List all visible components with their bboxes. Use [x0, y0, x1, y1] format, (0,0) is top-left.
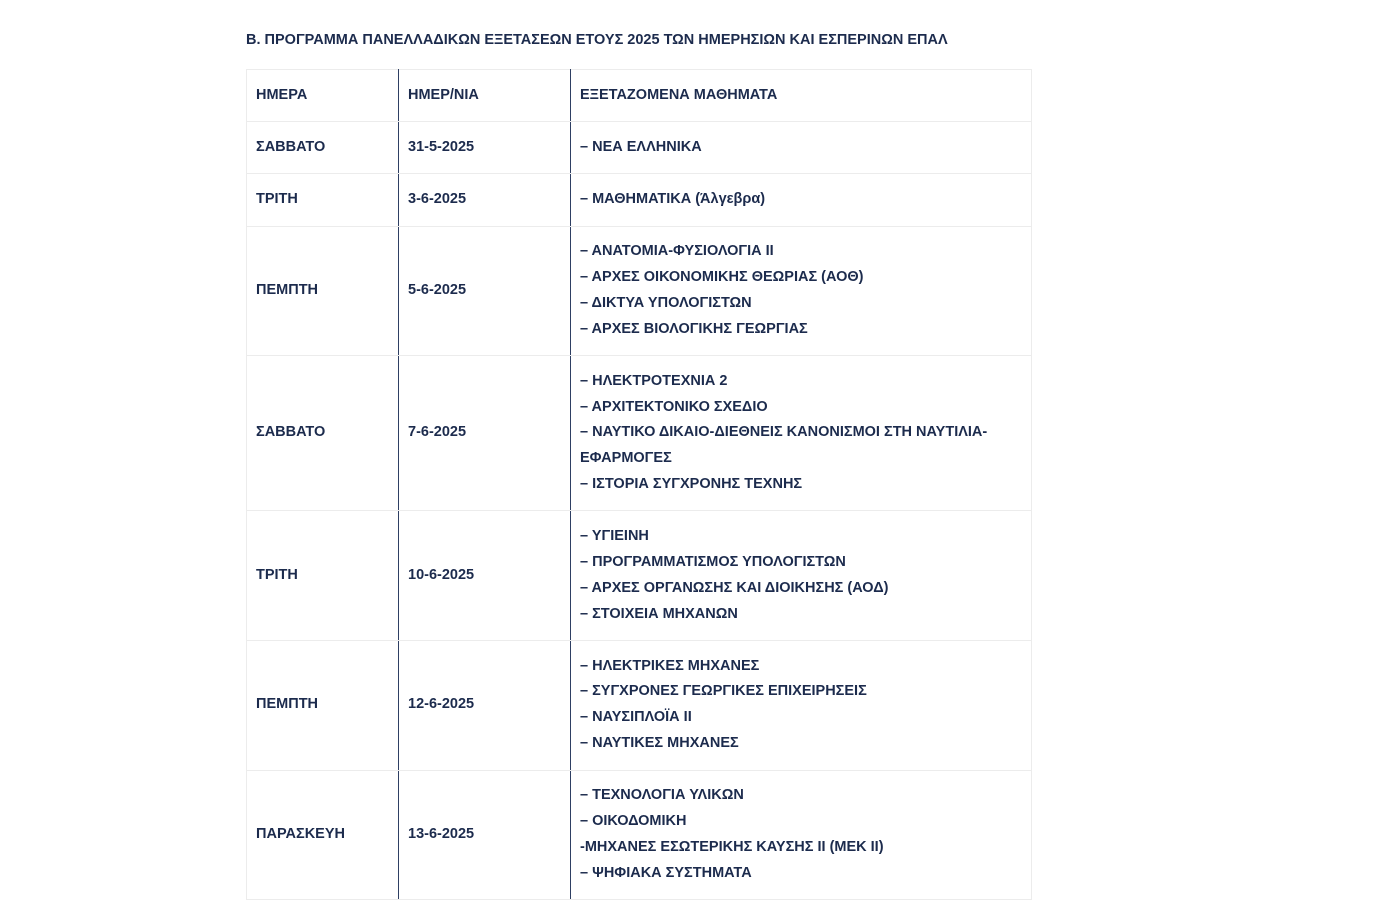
- subjects-cell: [571, 356, 1032, 511]
- date-cell: 3-6-2025: [399, 174, 571, 226]
- subjects-cell: [571, 174, 1032, 226]
- subject-item: – ΝΑΥΤΙΚΟ ΔΙΚΑΙΟ-ΔΙΕΘΝΕΙΣ ΚΑΝΟΝΙΣΜΟΙ ΣΤΗ ΝΑΥΤΙΛΙΑ-ΕΦΑΡΜΟΓΕΣ: [580, 424, 988, 467]
- table-row: [247, 511, 1032, 641]
- subject-item: – ΗΛΕΚΤΡΟΤΕΧΝΙΑ 2: [580, 372, 728, 389]
- day-cell: ΠΕΜΠΤΗ: [247, 226, 399, 356]
- date-cell: 7-6-2025: [399, 356, 571, 511]
- table-row: [247, 641, 1032, 771]
- day-cell: ΤΡΙΤΗ: [247, 174, 399, 226]
- exam-schedule-table: [246, 69, 1032, 900]
- date-cell: 5-6-2025: [399, 226, 571, 356]
- header-date: ΗΜΕΡ/ΝΙΑ: [399, 70, 571, 122]
- date-cell: 13-6-2025: [399, 770, 571, 900]
- subjects-cell: [571, 641, 1032, 771]
- table-row: [247, 226, 1032, 356]
- subject-item: – ΝΑΥΤΙΚΕΣ ΜΗΧΑΝΕΣ: [580, 735, 739, 752]
- table-row: [247, 770, 1032, 900]
- subject-item: – ΑΡΧΕΣ ΒΙΟΛΟΓΙΚΗΣ ΓΕΩΡΓΙΑΣ: [580, 320, 808, 337]
- subject-item: – ΝΑΥΣΙΠΛΟΪΑ ΙΙ: [580, 709, 692, 726]
- subject-item: – ΣΥΓΧΡΟΝΕΣ ΓΕΩΡΓΙΚΕΣ ΕΠΙΧΕΙΡΗΣΕΙΣ: [580, 683, 867, 700]
- subject-item: – ΣΤΟΙΧΕΙΑ ΜΗΧΑΝΩΝ: [580, 605, 738, 622]
- subject-item: -ΜΗΧΑΝΕΣ ΕΣΩΤΕΡΙΚΗΣ ΚΑΥΣΗΣ ΙΙ (ΜΕΚ ΙΙ): [580, 838, 884, 855]
- subject-item: – ΥΓΙΕΙΝΗ: [580, 528, 649, 545]
- subjects-cell: [571, 511, 1032, 641]
- subjects-cell: [571, 226, 1032, 356]
- subjects-cell: [571, 122, 1032, 174]
- table-row: [247, 174, 1032, 226]
- page-title: Β. ΠΡΟΓΡΑΜΜΑ ΠΑΝΕΛΛΑΔΙΚΩΝ ΕΞΕΤΑΣΕΩΝ ΕΤΟΥΣ 2025 ΤΩΝ ΗΜΕΡΗΣΙΩΝ ΚΑΙ ΕΣΠΕΡΙΝΩΝ ΕΠΑΛ: [246, 32, 948, 48]
- subject-item: – ΝΕΑ ΕΛΛΗΝΙΚΑ: [580, 138, 702, 155]
- header-day: ΗΜΕΡΑ: [247, 70, 399, 122]
- day-cell: ΠΕΜΠΤΗ: [247, 641, 399, 771]
- subject-item: – ΑΡΧΕΣ ΟΡΓΑΝΩΣΗΣ ΚΑΙ ΔΙΟΙΚΗΣΗΣ (ΑΟΔ): [580, 579, 889, 596]
- subjects-cell: [571, 770, 1032, 900]
- subject-item: – ΙΣΤΟΡΙΑ ΣΥΓΧΡΟΝΗΣ ΤΕΧΝΗΣ: [580, 475, 803, 492]
- header-subjects: ΕΞΕΤΑΖΟΜΕΝΑ ΜΑΘΗΜΑΤΑ: [571, 70, 1032, 122]
- date-cell: 31-5-2025: [399, 122, 571, 174]
- day-cell: ΤΡΙΤΗ: [247, 511, 399, 641]
- day-cell: ΣΑΒΒΑΤΟ: [247, 356, 399, 511]
- date-cell: 10-6-2025: [399, 511, 571, 641]
- table-header-row: [247, 70, 1032, 122]
- day-cell: ΣΑΒΒΑΤΟ: [247, 122, 399, 174]
- subject-item: – ΗΛΕΚΤΡΙΚΕΣ ΜΗΧΑΝΕΣ: [580, 657, 760, 674]
- subject-item: – ΨΗΦΙΑΚΑ ΣΥΣΤΗΜΑΤΑ: [580, 864, 752, 881]
- subject-item: – ΑΡΧΙΤΕΚΤΟΝΙΚΟ ΣΧΕΔΙΟ: [580, 398, 768, 415]
- subject-item: – ΟΙΚΟΔΟΜΙΚΗ: [580, 813, 687, 830]
- table-row: [247, 356, 1032, 511]
- table-row: [247, 122, 1032, 174]
- date-cell: 12-6-2025: [399, 641, 571, 771]
- subject-item: – ΜΑΘΗΜΑΤΙΚΑ (Άλγεβρα): [580, 191, 766, 208]
- day-cell: ΠΑΡΑΣΚΕΥΗ: [247, 770, 399, 900]
- subject-item: – ΠΡΟΓΡΑΜΜΑΤΙΣΜΟΣ ΥΠΟΛΟΓΙΣΤΩΝ: [580, 553, 846, 570]
- subject-item: – ΔΙΚΤΥΑ ΥΠΟΛΟΓΙΣΤΩΝ: [580, 294, 752, 311]
- subject-item: – ΑΡΧΕΣ ΟΙΚΟΝΟΜΙΚΗΣ ΘΕΩΡΙΑΣ (ΑΟΘ): [580, 269, 864, 285]
- subject-item: – ΤΕΧΝΟΛΟΓΙΑ ΥΛΙΚΩΝ: [580, 787, 744, 804]
- subject-item: – ΑΝΑΤΟΜΙΑ-ΦΥΣΙΟΛΟΓΙΑ ΙΙ: [580, 243, 774, 260]
